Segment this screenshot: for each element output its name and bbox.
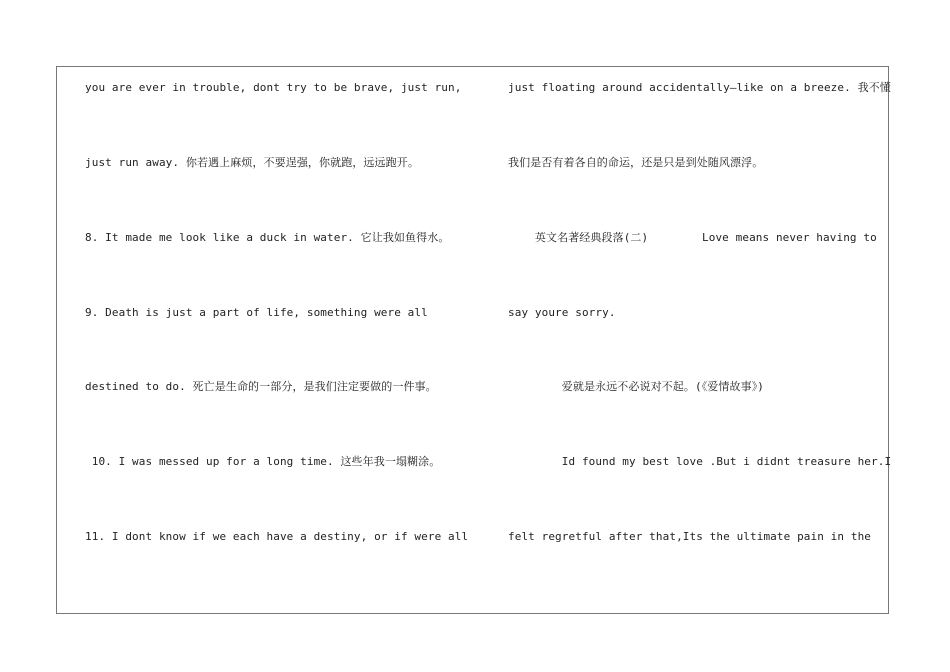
text-line: 爱就是永远不必说对不起。(《爱情故事》) [508,380,765,393]
text-line: 英文名著经典段落(二) Love means never having to [508,231,877,244]
right-column [477,67,890,613]
text-line: destined to do. 死亡是生命的一部分，是我们注定要做的一件事。 [85,380,437,393]
text-line: you are ever in trouble, dont try to be brave, just run, [85,81,462,94]
text-line: 8. It made me look like a duck in water. 它让我如鱼得水。 [85,231,450,244]
left-column [57,67,477,613]
text-line: just run away. 你若遇上麻烦，不要逞强，你就跑，远远跑开。 [85,156,419,169]
text-line: Id found my best love .But i didnt treasure her.I [508,455,892,468]
text-line: just floating around accidentally—like on a breeze. 我不懂 [508,81,891,94]
text-line: 11. I dont know if we each have a destiny, or if were all [85,530,469,543]
text-line: say youre sorry. [508,306,616,319]
text-line: 9. Death is just a part of life, something were all [85,306,428,319]
text-line: 我们是否有着各自的命运，还是只是到处随风漂浮。 [508,156,764,169]
text-line: 10. I was messed up for a long time. 这些年我一塌糊涂。 [85,455,441,468]
document-frame [56,66,892,614]
text-line: felt regretful after that,Its the ultimate pain in the [508,530,872,543]
